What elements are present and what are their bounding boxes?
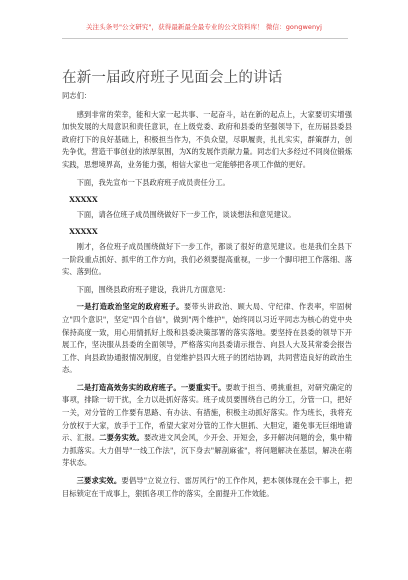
paragraph-point-3 xyxy=(62,475,352,500)
point-2-text: 要敢于担当、勇挑重担，对研究确定的事项，排除一切干扰，全力以赴抓好落实。班子成员要围绕自己的分工，分管一口，把好一关，对分管的工作要有思路、有办法、有措施，积极主动抓好落实。作为班长，我将充分放权于大家，放手于工作，希望大家对分管的工作大胆抓、大胆定，避免事无巨细地请示、汇报。 xyxy=(62,382,353,443)
point-2-subheading: 二要务实效。 xyxy=(99,433,144,443)
paragraph-intro-points: 下面，围绕县政府班子建设，我讲几方面意见： xyxy=(76,284,230,294)
paragraph-point-1 xyxy=(62,301,352,377)
document-title: 在新一届政府班子见面会上的讲话 xyxy=(62,70,283,86)
paragraph-division-of-labor: 下面，我先宣布一下县政府班子成员责任分工。 xyxy=(76,177,230,187)
header-banner: 关注头条号"公文研究"，获得最新最全最专业的公文资料库！ 微信：gongwenyj xyxy=(85,23,323,31)
point-1-heading: 一是打造政治坚定的政府班子。 xyxy=(76,302,184,312)
greeting: 同志们： xyxy=(62,91,92,100)
point-2-subtext: 要改进文风会风，少开会、开短会，多开解决问题的会，集中精力抓落实。大力倡导"一线工作法"，沉下身去"解剖麻雀"，将问题解决在基层，解决在萌芽状态。 xyxy=(62,433,353,468)
paragraph-opening: 感到非常的荣幸，能和大家一起共事、一起奋斗，站在新的起点上，大家要切实增强加快发展的大局意识和责任意识，在上级党委、政府和县委的坚强领导下，在历届县委县政府打下的良好基础上，积极担当作为，不负众望，尽职履责，扎扎实实，群策群力，创先争优，营造干事创业的浓厚氛围，为X的发展作贡献力量。同志们大多经过不同岗位锻炼实践，思想境界高，业务能力强，相信大家也一定能够把各项工作做的更好。 xyxy=(62,109,352,169)
paragraph-discussion-request: 下面，请各位班子成员围绕做好下一步工作，谈谈想法和意见建议。 xyxy=(76,209,296,219)
point-3-heading: 三要求实效。 xyxy=(76,476,122,486)
point-2-heading: 二是打造高效务实的政府班子。一要重实干。 xyxy=(76,382,226,392)
header-divider xyxy=(62,38,348,39)
point-3-text: 要倡导"立说立行、雷厉风行"的工作作风，把本领体现在会干事上，把目标锁定在干成事上，狠抓各项工作的落实，全面提升工作效能。 xyxy=(62,476,353,498)
placeholder-xxxxx-2: XXXXX xyxy=(69,227,98,237)
paragraph-summary: 刚才，各位班子成员围绕做好下一步工作，都谈了很好的意见建议。也是我们全县下一阶段重点抓好、抓牢的工作方向，我们必须要提高重视，一步一个脚印把工作落细、落实、落到位。 xyxy=(62,241,352,277)
paragraph-point-2 xyxy=(62,382,352,470)
point-1-text: 要带头讲政治、顾大局、守纪律、作表率，牢固树立"四个意识"，坚定"四个自信"，做到"两个维护"，始终同以习近平同志为核心的党中央保持高度一致，用心用情抓好上级和县委决策部署的落实落地。要坚持在县委的领导下开展工作，坚决服从县委的全面领导，严格落实向县委请示报告、向县人大及其常委会报告工作、向县政协通报情况制度，自觉维护县四大班子的团结协调，共同营造良好的政治生态。 xyxy=(62,302,353,375)
placeholder-xxxxx-1: XXXXX xyxy=(69,195,98,205)
document-body xyxy=(62,90,352,505)
